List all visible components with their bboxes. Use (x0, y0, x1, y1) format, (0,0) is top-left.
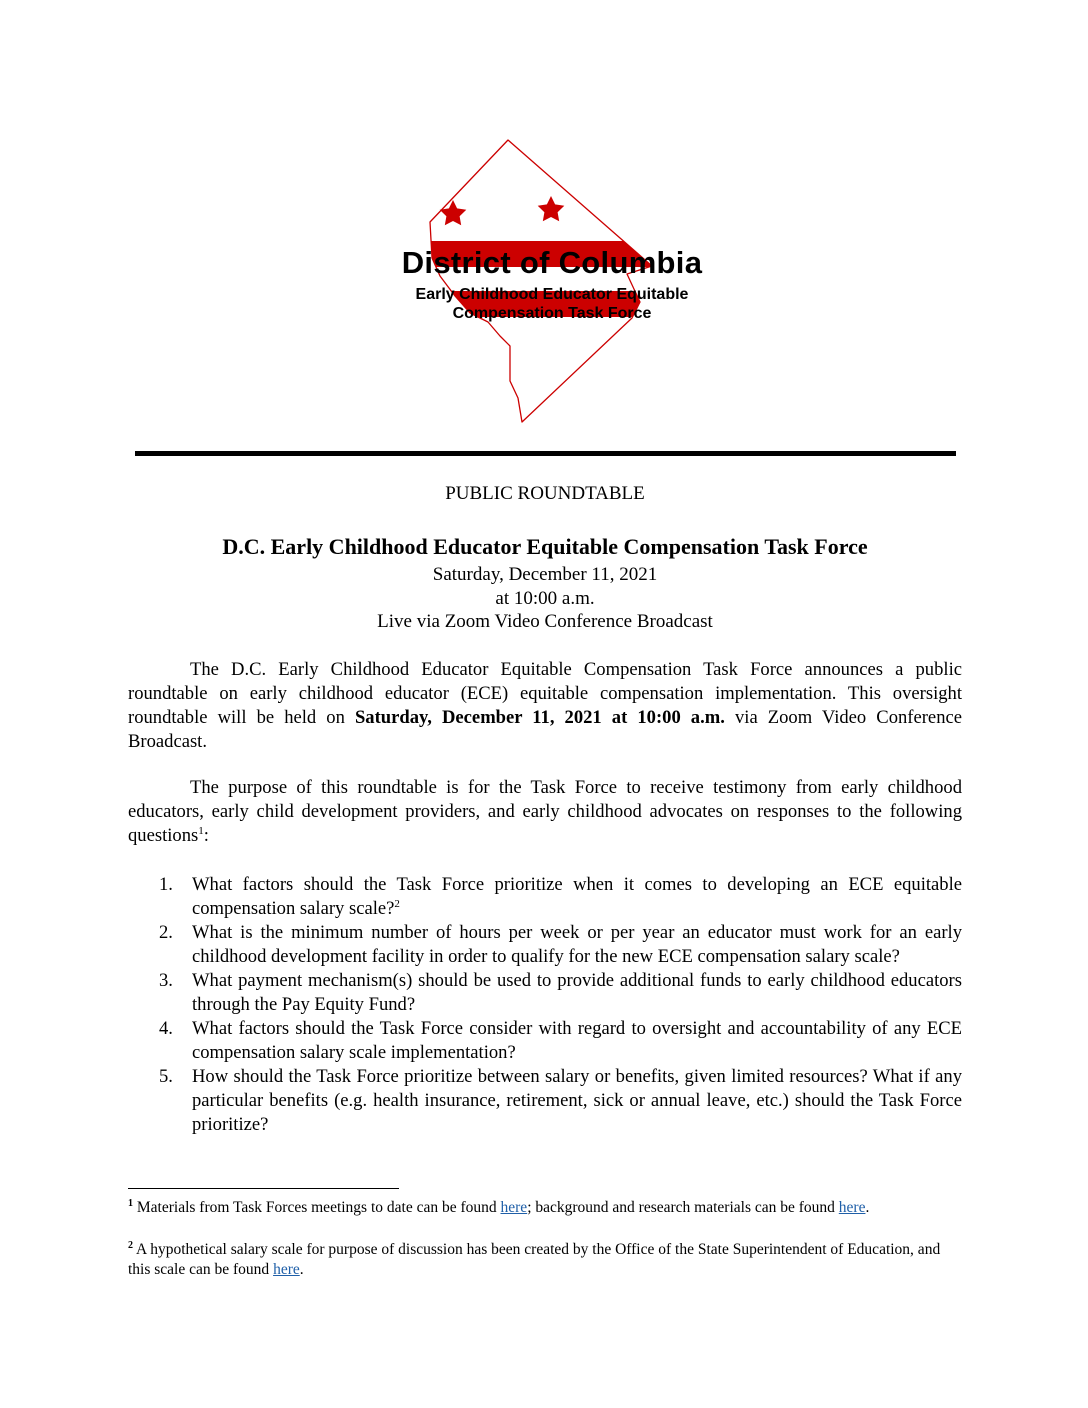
footnote-text: Materials from Task Forces meetings to date can be found (133, 1199, 501, 1216)
star-icon (538, 196, 565, 221)
footnote-ref: 2 (394, 897, 400, 910)
logo-subtitle: Compensation Task Force (452, 305, 652, 322)
list-number: 5. (159, 1066, 173, 1087)
document-title: D.C. Early Childhood Educator Equitable Compensation Task Force (222, 534, 868, 559)
star-icon (440, 200, 467, 225)
list-number: 3. (159, 970, 173, 991)
dc-task-force-logo (360, 136, 760, 426)
list-item (128, 969, 962, 1017)
paragraph-text: The purpose of this roundtable is for the Task Force to receive testimony from early childhood educators, early child development providers, and early childhood advocates on responses to the following questions (128, 777, 962, 846)
paragraph-text: via Zoom Video Conference Broadcast. (128, 707, 962, 752)
list-item (128, 921, 962, 969)
document-kicker: PUBLIC ROUNDTABLE (445, 483, 645, 504)
footnote-text: . (865, 1199, 870, 1216)
event-date: Saturday, December 11, 2021 (432, 564, 658, 585)
footnote-2 (128, 1240, 962, 1280)
list-item (128, 1065, 962, 1137)
list-number: 1. (159, 874, 173, 895)
footnote-text: ; background and research materials can be found (527, 1199, 839, 1216)
purpose-paragraph (128, 776, 962, 848)
event-datetime-bold: Saturday, December 11, 2021 at 10:00 a.m. (354, 707, 725, 728)
logo-subtitle: Early Childhood Educator Equitable (415, 286, 689, 303)
footnote-divider (128, 1188, 399, 1189)
question-text: How should the Task Force prioritize between salary or benefits, given limited resources? What if any particular benefits (e.g. health insurance, retirement, sick or annual leave, etc.) should the Task Force prioritize? (192, 1066, 962, 1135)
questions-list (128, 873, 962, 1137)
research-materials-link[interactable]: here (838, 1199, 866, 1216)
paragraph-text: : (203, 825, 209, 846)
logo-title: District of Columbia (401, 245, 703, 280)
list-item (128, 1017, 962, 1065)
footnote-text: A hypothetical salary scale for purpose of discussion has been created by the Office of the State Superintendent of Education, and this scale can be found (128, 1241, 941, 1278)
question-text: What factors should the Task Force consider with regard to oversight and accountability of any ECE compensation salary scale implementation? (192, 1018, 962, 1063)
list-number: 4. (159, 1018, 173, 1039)
question-text: What factors should the Task Force prioritize when it comes to developing an ECE equitable compensation salary scale? (192, 874, 962, 919)
event-venue: Live via Zoom Video Conference Broadcast (377, 611, 713, 632)
dc-map-flag-icon (360, 136, 760, 426)
footnote-mark: 1 (128, 1197, 133, 1209)
question-text: What payment mechanism(s) should be used to provide additional funds to early childhood educators through the Pay Equity Fund? (192, 970, 962, 1015)
footnote-1 (128, 1198, 962, 1218)
meetings-materials-link[interactable]: here (500, 1199, 528, 1216)
footnote-text: . (299, 1261, 304, 1278)
paragraph-text: The D.C. Early Childhood Educator Equitable Compensation Task Force announces a public roundtable on early childhood educator (ECE) equitable compensation implementation. This oversight roundtable will be held on (128, 659, 962, 728)
announcement-paragraph (128, 658, 962, 754)
event-time: at 10:00 a.m. (495, 588, 595, 609)
list-number: 2. (159, 922, 173, 943)
list-item (128, 873, 962, 921)
footnote-ref: 1 (198, 824, 204, 837)
salary-scale-link[interactable]: here (273, 1261, 300, 1278)
footnote-mark: 2 (128, 1239, 133, 1251)
question-text: What is the minimum number of hours per week or per year an educator must work for an early childhood development facility in order to qualify for the new ECE compensation salary scale? (192, 922, 962, 967)
header-divider (135, 451, 956, 456)
